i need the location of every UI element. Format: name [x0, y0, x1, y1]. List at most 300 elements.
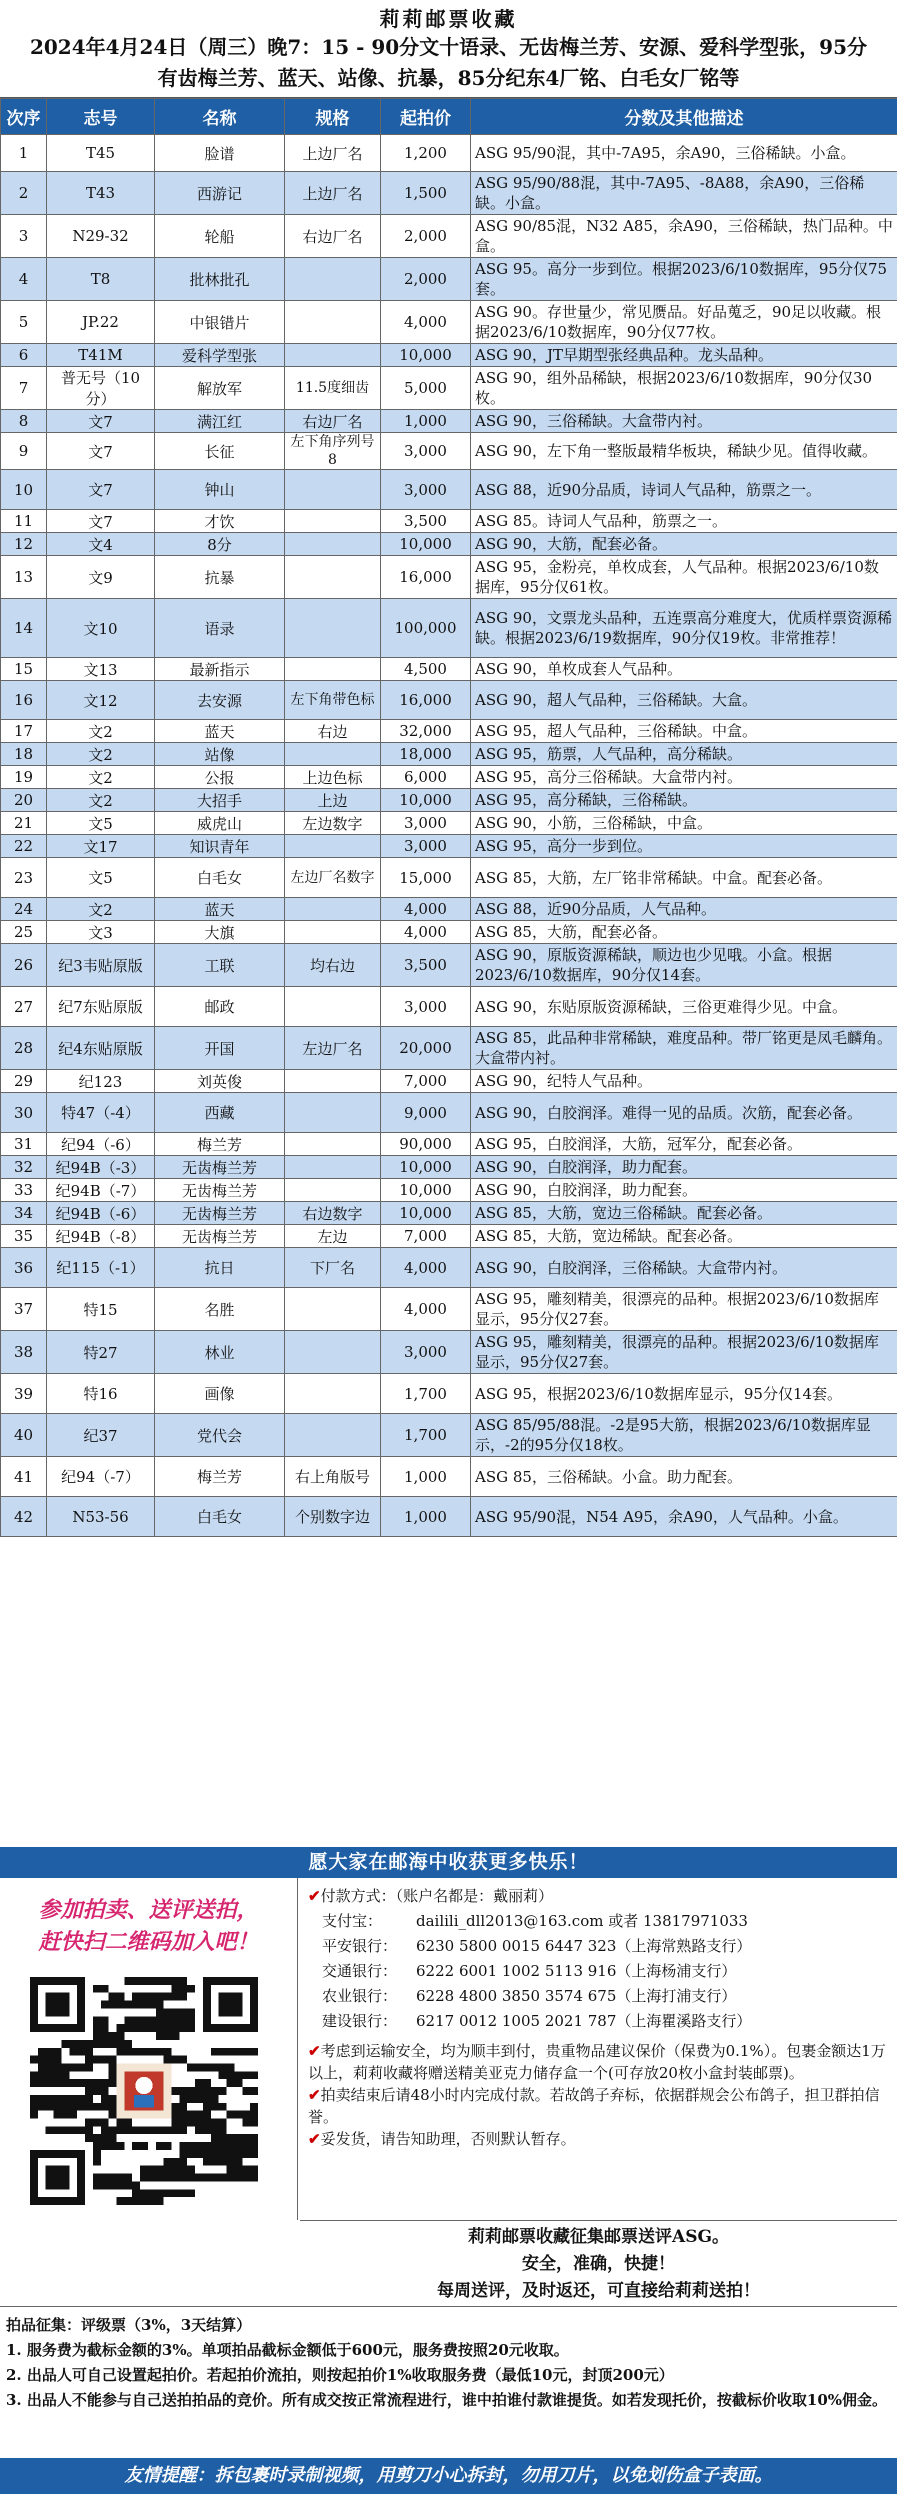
table-row [1, 599, 897, 658]
table-row [1, 898, 897, 921]
lot-desc: ASG 90，左下角一整版最精华板块，稀缺少见。值得收藏。 [471, 433, 897, 470]
lot-code: 文7 [47, 470, 155, 510]
table-row [1, 921, 897, 944]
table-row [1, 172, 897, 215]
lot-spec: 上边色标 [285, 766, 381, 789]
lot-spec: 上边厂名 [285, 135, 381, 172]
lot-code: T41M [47, 344, 155, 367]
col-header-name: 名称 [155, 99, 285, 135]
lot-desc: ASG 88，近90分品质，人气品种。 [471, 898, 897, 921]
lot-code: 文7 [47, 433, 155, 470]
lot-spec: 上边 [285, 789, 381, 812]
lot-no: 22 [1, 835, 47, 858]
lot-no: 10 [1, 470, 47, 510]
lot-price: 10,000 [381, 1179, 471, 1202]
lot-no: 12 [1, 533, 47, 556]
lot-name: 西藏 [155, 1093, 285, 1133]
lot-name: 抗暴 [155, 556, 285, 599]
lot-price: 32,000 [381, 720, 471, 743]
table-row [1, 1457, 897, 1497]
lot-code: 文7 [47, 410, 155, 433]
col-header-code: 志号 [47, 99, 155, 135]
lot-name: 语录 [155, 599, 285, 658]
lot-code: 文4 [47, 533, 155, 556]
lot-spec [285, 835, 381, 858]
lot-no: 4 [1, 258, 47, 301]
lot-name: 梅兰芳 [155, 1457, 285, 1497]
payment-title: 付款方式：（账户名都是：戴丽莉） [320, 1887, 554, 1905]
lot-desc: ASG 95/90混，N54 A95，余A90，人气品种。小盒。 [471, 1497, 897, 1537]
lot-price: 3,500 [381, 510, 471, 533]
table-row [1, 1179, 897, 1202]
lot-desc: ASG 85，大筋，宽边三俗稀缺。配套必备。 [471, 1202, 897, 1225]
lot-spec: 右边数字 [285, 1202, 381, 1225]
shop-title: 莉莉邮票收藏 [379, 7, 518, 31]
lot-name: 白毛女 [155, 1497, 285, 1537]
lot-name: 轮船 [155, 215, 285, 258]
lot-desc: ASG 85，此品种非常稀缺，难度品种。带厂铭更是凤毛麟角。大盒带内衬。 [471, 1027, 897, 1070]
lot-name: 大旗 [155, 921, 285, 944]
bank-accounts [308, 1934, 889, 2034]
lot-desc: ASG 95，白胶润泽，大筋，冠军分，配套必备。 [471, 1133, 897, 1156]
lot-no: 21 [1, 812, 47, 835]
lot-desc: ASG 95，高分稀缺，三俗稀缺。 [471, 789, 897, 812]
col-header-price: 起拍价 [381, 99, 471, 135]
lot-code: 文13 [47, 658, 155, 681]
bank-account-number: 6228 4800 3850 3574 675（上海打浦支行） [416, 1987, 737, 2005]
note-shipping: 考虑到运输安全，均为顺丰到付，贵重物品建议保价（保费为0.1%）。包裹金额达1万以上，莉莉收藏将赠送精美亚克力储存盒一个(可存放20枚小盒封装邮票)。 [308, 2042, 886, 2082]
rule-2: 2. 出品人可自己设置起拍价。若起拍价流拍，则按起拍价1%收取服务费（最低10元，封顶200元） [6, 2366, 674, 2384]
lot-spec [285, 1093, 381, 1133]
table-row [1, 1093, 897, 1133]
lot-no: 31 [1, 1133, 47, 1156]
lot-desc: ASG 85，大筋，左厂铭非常稀缺。中盒。配套必备。 [471, 858, 897, 898]
table-row [1, 681, 897, 720]
lot-price: 18,000 [381, 743, 471, 766]
col-header-desc: 分数及其他描述 [471, 99, 897, 135]
lot-spec: 右上角版号 [285, 1457, 381, 1497]
table-row [1, 215, 897, 258]
lot-price: 10,000 [381, 533, 471, 556]
lot-spec: 左下角序列号8 [285, 433, 381, 470]
table-row [1, 1248, 897, 1288]
lot-price: 3,000 [381, 470, 471, 510]
lot-desc: ASG 90，超人气品种，三俗稀缺。大盒。 [471, 681, 897, 720]
lot-no: 40 [1, 1414, 47, 1457]
collect-box [300, 2220, 897, 2306]
lot-price: 4,000 [381, 301, 471, 344]
table-row [1, 1202, 897, 1225]
lot-name: 批林批孔 [155, 258, 285, 301]
lot-code: 文10 [47, 599, 155, 658]
lot-name: 站像 [155, 743, 285, 766]
lot-name: 才饮 [155, 510, 285, 533]
table-row [1, 344, 897, 367]
lot-desc: ASG 90，白胶润泽。难得一见的品质。次筋，配套必备。 [471, 1093, 897, 1133]
bank-label: 平安银行： [322, 1937, 398, 1955]
lot-spec [285, 743, 381, 766]
lot-code: 特15 [47, 1288, 155, 1331]
promo-panel [0, 1878, 298, 2220]
check-icon: ✔ [308, 2086, 321, 2104]
collect-line1: 莉莉邮票收藏征集邮票送评ASG。 [468, 2227, 729, 2247]
lot-spec [285, 1156, 381, 1179]
lot-price: 9,000 [381, 1093, 471, 1133]
lot-no: 5 [1, 301, 47, 344]
lot-name: 去安源 [155, 681, 285, 720]
lot-desc: ASG 90/85混，N32 A85，余A90，三俗稀缺，热门品种。中盒。 [471, 215, 897, 258]
table-row [1, 987, 897, 1027]
lot-code: 文17 [47, 835, 155, 858]
lot-code: 文12 [47, 681, 155, 720]
lot-spec [285, 344, 381, 367]
lot-code: 纪37 [47, 1414, 155, 1457]
lot-no: 39 [1, 1374, 47, 1414]
sheet-header [0, 0, 897, 98]
table-row [1, 510, 897, 533]
table-row [1, 720, 897, 743]
promo-line1: 参加拍卖、送评送拍， [38, 1897, 259, 1923]
lot-spec [285, 1331, 381, 1374]
payment-info [300, 1878, 897, 2220]
lot-no: 14 [1, 599, 47, 658]
lot-price: 20,000 [381, 1027, 471, 1070]
lot-desc: ASG 90。存世量少，常见赝品。好品蒐乏，90足以收藏。根据2023/6/10数据库，90分仅77枚。 [471, 301, 897, 344]
lot-name: 名胜 [155, 1288, 285, 1331]
lot-name: 刘英俊 [155, 1070, 285, 1093]
lot-price: 2,000 [381, 215, 471, 258]
alipay-value: dailili_dll2013@163.com 或者 13817971033 [416, 1912, 748, 1930]
lot-price: 15,000 [381, 858, 471, 898]
rule-1: 1. 服务费为截标金额的3%。单项拍品截标金额低于600元，服务费按照20元收取。 [6, 2341, 569, 2359]
lot-no: 9 [1, 433, 47, 470]
lot-code: 纪7东贴原版 [47, 987, 155, 1027]
lot-code: T8 [47, 258, 155, 301]
lot-no: 28 [1, 1027, 47, 1070]
lot-no: 3 [1, 215, 47, 258]
lot-price: 4,500 [381, 658, 471, 681]
lot-price: 7,000 [381, 1070, 471, 1093]
table-row [1, 658, 897, 681]
lot-no: 16 [1, 681, 47, 720]
lot-name: 威虎山 [155, 812, 285, 835]
bank-account-row [308, 1934, 889, 1959]
bank-label: 交通银行： [322, 1962, 398, 1980]
col-header-spec: 规格 [285, 99, 381, 135]
lot-code: 文2 [47, 766, 155, 789]
lot-no: 38 [1, 1331, 47, 1374]
lot-spec [285, 533, 381, 556]
lot-no: 23 [1, 858, 47, 898]
bank-label: 农业银行： [322, 1987, 398, 2005]
lot-code: N53-56 [47, 1497, 155, 1537]
rule-3: 3. 出品人不能参与自己送拍拍品的竞价。所有成交按正常流程进行，谁中拍谁付款谁提货。如若发现托价，按截标价收取10%佣金。 [6, 2391, 888, 2409]
lot-code: T43 [47, 172, 155, 215]
bank-label: 建设银行： [322, 2012, 398, 2030]
lot-spec [285, 510, 381, 533]
lot-name: 蓝天 [155, 898, 285, 921]
lot-no: 27 [1, 987, 47, 1027]
lot-no: 20 [1, 789, 47, 812]
lot-price: 6,000 [381, 766, 471, 789]
note-payment-deadline: 拍卖结束后请48小时内完成付款。若故鸽子弃标，依据群规会公布鸽子，担卫群拍信誉。 [308, 2086, 880, 2126]
lot-desc: ASG 90，组外品稀缺，根据2023/6/10数据库，90分仅30枚。 [471, 367, 897, 410]
lot-name: 开国 [155, 1027, 285, 1070]
lot-spec: 左边厂名数字 [285, 858, 381, 898]
table-row [1, 556, 897, 599]
lot-spec [285, 1179, 381, 1202]
bank-account-row [308, 2009, 889, 2034]
shipping-notes [308, 2040, 889, 2150]
bank-account-number: 6230 5800 0015 6447 323（上海常熟路支行） [416, 1937, 752, 1955]
table-row [1, 258, 897, 301]
lot-name: 长征 [155, 433, 285, 470]
lot-desc: ASG 95/90混，其中-7A95，余A90，三俗稀缺。小盒。 [471, 135, 897, 172]
lot-desc: ASG 88，近90分品质，诗词人气品种，筋票之一。 [471, 470, 897, 510]
lot-no: 24 [1, 898, 47, 921]
lot-desc: ASG 90，文票龙头品种，五连票高分难度大，优质样票资源稀缺。根据2023/6/19数据库，90分仅19枚。非常推荐！ [471, 599, 897, 658]
lot-desc: ASG 95，金粉亮，单枚成套，人气品种。根据2023/6/10数据库，95分仅61枚。 [471, 556, 897, 599]
table-row [1, 367, 897, 410]
lot-name: 无齿梅兰芳 [155, 1202, 285, 1225]
lot-spec: 左边厂名 [285, 1027, 381, 1070]
lot-code: T45 [47, 135, 155, 172]
lot-code: JP.22 [47, 301, 155, 344]
lot-code: 纪94（-6） [47, 1133, 155, 1156]
table-row [1, 1288, 897, 1331]
lot-price: 100,000 [381, 599, 471, 658]
lot-no: 8 [1, 410, 47, 433]
lot-code: 文7 [47, 510, 155, 533]
lot-spec: 右边厂名 [285, 215, 381, 258]
lot-code: 特27 [47, 1331, 155, 1374]
lot-spec [285, 1133, 381, 1156]
table-row [1, 944, 897, 987]
consignment-rules [0, 2306, 897, 2458]
lot-code: 纪94B（-3） [47, 1156, 155, 1179]
footer-reminder: 友情提醒：拆包裹时录制视频，用剪刀小心拆封，勿用刀片，以免划伤盒子表面。 [0, 2458, 897, 2494]
lot-name: 知识青年 [155, 835, 285, 858]
lot-no: 15 [1, 658, 47, 681]
lot-code: 纪94B（-8） [47, 1225, 155, 1248]
lot-spec: 均右边 [285, 944, 381, 987]
lot-desc: ASG 95，高分一步到位。 [471, 835, 897, 858]
lot-desc: ASG 85/95/88混。-2是95大筋，根据2023/6/10数据库显示，-2的95分仅18枚。 [471, 1414, 897, 1457]
alipay-label: 支付宝： [322, 1912, 383, 1930]
table-row [1, 858, 897, 898]
table-row [1, 1225, 897, 1248]
lot-price: 2,000 [381, 258, 471, 301]
table-row [1, 1027, 897, 1070]
lot-no: 35 [1, 1225, 47, 1248]
lot-name: 无齿梅兰芳 [155, 1156, 285, 1179]
table-header-row [1, 99, 897, 135]
table-row [1, 743, 897, 766]
lot-name: 8分 [155, 533, 285, 556]
bank-account-number: 6222 6001 1002 5113 916（上海杨浦支行） [416, 1962, 737, 1980]
lot-desc: ASG 95，雕刻精美，很漂亮的品种。根据2023/6/10数据库显示，95分仅27套。 [471, 1331, 897, 1374]
promo-line2: 赶快扫二维码加入吧！ [38, 1929, 259, 1955]
lot-desc: ASG 90，白胶润泽，助力配套。 [471, 1179, 897, 1202]
lot-name: 工联 [155, 944, 285, 987]
lot-name: 大招手 [155, 789, 285, 812]
lot-no: 32 [1, 1156, 47, 1179]
lot-desc: ASG 85，大筋，宽边稀缺。配套必备。 [471, 1225, 897, 1248]
lot-price: 1,500 [381, 172, 471, 215]
bank-account-row [308, 1984, 889, 2009]
lot-spec: 右边 [285, 720, 381, 743]
lot-price: 3,000 [381, 1331, 471, 1374]
collect-line2: 安全，准确，快捷！ [522, 2254, 675, 2274]
lot-name: 最新指示 [155, 658, 285, 681]
lot-name: 梅兰芳 [155, 1133, 285, 1156]
table-row [1, 1497, 897, 1537]
lot-name: 钟山 [155, 470, 285, 510]
promo-text [0, 1878, 297, 1958]
lot-code: 纪94B（-7） [47, 1179, 155, 1202]
lot-price: 1,000 [381, 410, 471, 433]
lot-code: 文2 [47, 789, 155, 812]
col-header-no: 次序 [1, 99, 47, 135]
lot-code: 文5 [47, 812, 155, 835]
lot-name: 中银错片 [155, 301, 285, 344]
lot-no: 25 [1, 921, 47, 944]
lot-price: 10,000 [381, 1156, 471, 1179]
lot-desc: ASG 95，超人气品种，三俗稀缺。中盒。 [471, 720, 897, 743]
table-row [1, 135, 897, 172]
lot-spec [285, 898, 381, 921]
lot-desc: ASG 90，JT早期型张经典品种。龙头品种。 [471, 344, 897, 367]
lot-no: 29 [1, 1070, 47, 1093]
lot-name: 林业 [155, 1331, 285, 1374]
collect-line3: 每周送评，及时返还，可直接给莉莉送拍！ [437, 2281, 760, 2301]
lot-spec: 11.5度细齿 [285, 367, 381, 410]
lot-name: 白毛女 [155, 858, 285, 898]
lot-code: 特47（-4） [47, 1093, 155, 1133]
lot-name: 爱科学型张 [155, 344, 285, 367]
lot-no: 19 [1, 766, 47, 789]
lot-name: 解放军 [155, 367, 285, 410]
lot-no: 13 [1, 556, 47, 599]
table-row [1, 812, 897, 835]
lot-price: 1,200 [381, 135, 471, 172]
lot-spec [285, 599, 381, 658]
lot-code: N29-32 [47, 215, 155, 258]
table-row [1, 1070, 897, 1093]
lot-code: 文9 [47, 556, 155, 599]
lot-desc: ASG 90，白胶润泽，助力配套。 [471, 1156, 897, 1179]
lot-price: 3,000 [381, 835, 471, 858]
lot-spec [285, 258, 381, 301]
lot-spec: 左边 [285, 1225, 381, 1248]
wishes-banner: 愿大家在邮海中收获更多快乐！ [0, 1847, 897, 1878]
lot-name: 无齿梅兰芳 [155, 1179, 285, 1202]
lot-price: 4,000 [381, 1288, 471, 1331]
lot-price: 90,000 [381, 1133, 471, 1156]
lot-price: 10,000 [381, 1202, 471, 1225]
table-row [1, 410, 897, 433]
lot-no: 6 [1, 344, 47, 367]
table-row [1, 835, 897, 858]
lot-code: 纪123 [47, 1070, 155, 1093]
note-storage: 妥发货，请告知助理，否则默认暂存。 [320, 2130, 576, 2148]
qr-code-icon[interactable] [20, 1977, 268, 2205]
table-row [1, 766, 897, 789]
lot-desc: ASG 90，白胶润泽，三俗稀缺。大盒带内衬。 [471, 1248, 897, 1288]
check-icon: ✔ [308, 1887, 321, 1905]
lot-no: 30 [1, 1093, 47, 1133]
lot-name: 邮政 [155, 987, 285, 1027]
lot-desc: ASG 90，小筋，三俗稀缺，中盒。 [471, 812, 897, 835]
auction-summary-line1: 2024年4月24日（周三）晚7：15 - 90分文十语录、无齿梅兰芳、安源、爱科学型张，95分 [29, 35, 868, 59]
lot-desc: ASG 95，高分三俗稀缺。大盒带内衬。 [471, 766, 897, 789]
table-row [1, 470, 897, 510]
lot-desc: ASG 85。诗词人气品种，筋票之一。 [471, 510, 897, 533]
lot-no: 36 [1, 1248, 47, 1288]
lot-no: 33 [1, 1179, 47, 1202]
table-row [1, 789, 897, 812]
lot-price: 3,000 [381, 812, 471, 835]
lot-spec: 左边数字 [285, 812, 381, 835]
lot-code: 文3 [47, 921, 155, 944]
lot-spec [285, 1288, 381, 1331]
lot-spec: 个别数字边 [285, 1497, 381, 1537]
lot-desc: ASG 95/90/88混，其中-7A95、-8A88，余A90，三俗稀缺。小盒。 [471, 172, 897, 215]
lot-spec: 左下角带色标 [285, 681, 381, 720]
lot-no: 26 [1, 944, 47, 987]
lot-name: 脸谱 [155, 135, 285, 172]
lot-code: 文2 [47, 898, 155, 921]
lot-price: 4,000 [381, 1248, 471, 1288]
lot-price: 7,000 [381, 1225, 471, 1248]
lot-spec [285, 921, 381, 944]
lot-no: 18 [1, 743, 47, 766]
lot-name: 党代会 [155, 1414, 285, 1457]
bank-account-number: 6217 0012 1005 2021 787（上海瞿溪路支行） [416, 2012, 752, 2030]
lot-no: 7 [1, 367, 47, 410]
lot-price: 4,000 [381, 898, 471, 921]
lot-desc: ASG 90，东贴原版资源稀缺，三俗更难得少见。中盒。 [471, 987, 897, 1027]
table-row [1, 1374, 897, 1414]
lot-spec: 上边厂名 [285, 172, 381, 215]
lot-code: 普无号（10分） [47, 367, 155, 410]
lot-price: 1,000 [381, 1497, 471, 1537]
table-row [1, 533, 897, 556]
lot-no: 41 [1, 1457, 47, 1497]
lot-name: 蓝天 [155, 720, 285, 743]
lot-name: 抗日 [155, 1248, 285, 1288]
lot-spec [285, 556, 381, 599]
lot-desc: ASG 95，雕刻精美，很漂亮的品种。根据2023/6/10数据库显示，95分仅27套。 [471, 1288, 897, 1331]
lot-spec [285, 1414, 381, 1457]
check-icon: ✔ [308, 2130, 321, 2148]
lot-no: 1 [1, 135, 47, 172]
lot-no: 42 [1, 1497, 47, 1537]
lot-price: 10,000 [381, 344, 471, 367]
lot-code: 纪94（-7） [47, 1457, 155, 1497]
lot-price: 3,000 [381, 987, 471, 1027]
lot-code: 特16 [47, 1374, 155, 1414]
lot-price: 3,000 [381, 433, 471, 470]
lot-code: 纪94B（-6） [47, 1202, 155, 1225]
lot-name: 西游记 [155, 172, 285, 215]
lot-price: 16,000 [381, 556, 471, 599]
lot-price: 10,000 [381, 789, 471, 812]
lot-desc: ASG 85，大筋，配套必备。 [471, 921, 897, 944]
lot-spec [285, 1374, 381, 1414]
lot-no: 37 [1, 1288, 47, 1331]
check-icon: ✔ [308, 2042, 321, 2060]
